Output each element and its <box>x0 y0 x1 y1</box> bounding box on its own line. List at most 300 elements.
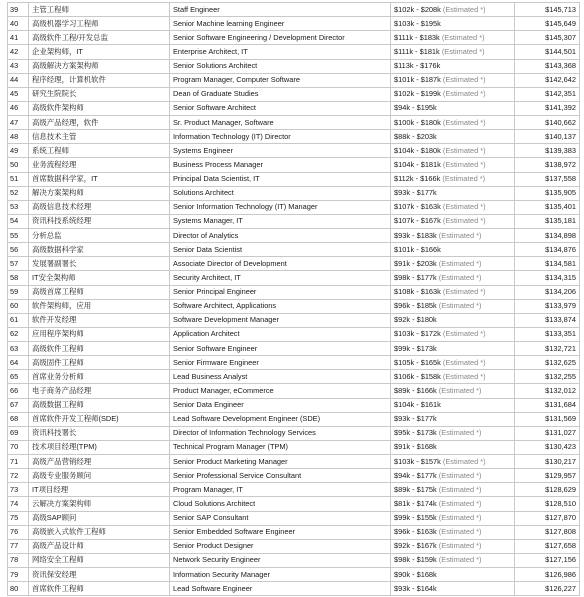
english-title-cell: Dean of Graduate Studies <box>170 87 391 101</box>
chinese-title-cell: 软件架构师，应用 <box>29 299 170 313</box>
average-salary-cell: $129,957 <box>515 469 580 483</box>
chinese-title-cell: 业务流程经理 <box>29 158 170 172</box>
table-row <box>8 398 580 412</box>
rank-cell: 48 <box>8 130 29 144</box>
average-salary-cell: $141,392 <box>515 101 580 115</box>
table-row <box>8 299 580 313</box>
estimated-note: (Estimated *) <box>442 145 486 155</box>
salary-range: $103k - $172k <box>394 329 441 339</box>
english-title-cell: Staff Engineer <box>170 3 391 17</box>
salary-range: $111k - $181k <box>394 46 440 56</box>
estimated-note: (Estimated *) <box>441 32 485 42</box>
salary-range: $81k - $174k <box>394 498 437 508</box>
chinese-title-cell: 高级专业服务顾问 <box>29 469 170 483</box>
estimated-note: (Estimated *) <box>442 357 486 367</box>
salary-range: $96k - $163k <box>394 527 437 537</box>
table-row <box>8 45 580 59</box>
rank-cell: 60 <box>8 299 29 313</box>
rank-cell: 49 <box>8 144 29 158</box>
table-row <box>8 370 580 384</box>
chinese-title-cell: 高级软件工程/开发总监 <box>29 31 170 45</box>
english-title-cell: Senior Information Technology (IT) Manager <box>170 200 391 214</box>
rank-cell: 54 <box>8 214 29 228</box>
salary-range-cell <box>391 539 515 553</box>
salary-range: $98k - $159k <box>394 555 437 565</box>
salary-range-cell <box>391 398 515 412</box>
table-row <box>8 200 580 214</box>
english-title-cell: Application Architect <box>170 327 391 341</box>
chinese-title-cell: 程序经理，计算机软件 <box>29 73 170 87</box>
salary-range-cell <box>391 568 515 582</box>
salary-range-cell <box>391 582 515 596</box>
salary-range: $98k - $177k <box>394 272 437 282</box>
salary-range-cell <box>391 426 515 440</box>
chinese-title-cell: 高级机器学习工程师 <box>29 17 170 31</box>
average-salary-cell: $142,351 <box>515 87 580 101</box>
salary-range: $92k - $167k <box>394 541 437 551</box>
average-salary-cell: $132,721 <box>515 342 580 356</box>
salary-range-cell <box>391 200 515 214</box>
rank-cell: 64 <box>8 356 29 370</box>
chinese-title-cell: 高级SAP顾问 <box>29 511 170 525</box>
table-row <box>8 384 580 398</box>
table-row <box>8 116 580 130</box>
average-salary-cell: $127,808 <box>515 525 580 539</box>
table-row <box>8 87 580 101</box>
average-salary-cell: $133,979 <box>515 299 580 313</box>
chinese-title-cell: 高级解决方案架构师 <box>29 59 170 73</box>
english-title-cell: Sr. Product Manager, Software <box>170 116 391 130</box>
rank-cell: 71 <box>8 455 29 469</box>
english-title-cell: Security Architect, IT <box>170 271 391 285</box>
table-row <box>8 553 580 567</box>
rank-cell: 41 <box>8 31 29 45</box>
salary-range-cell <box>391 214 515 228</box>
chinese-title-cell: IT安全架构师 <box>29 271 170 285</box>
table-row <box>8 483 580 497</box>
table-row <box>8 130 580 144</box>
average-salary-cell: $126,227 <box>515 582 580 596</box>
table-row <box>8 229 580 243</box>
salary-range: $94k - $177k <box>394 470 437 480</box>
rank-cell: 69 <box>8 426 29 440</box>
rank-cell: 46 <box>8 101 29 115</box>
rank-cell: 63 <box>8 342 29 356</box>
english-title-cell: Senior Product Marketing Manager <box>170 455 391 469</box>
average-salary-cell: $134,898 <box>515 229 580 243</box>
average-salary-cell: $132,625 <box>515 356 580 370</box>
salary-range-cell <box>391 455 515 469</box>
salary-range: $89k - $175k <box>394 484 437 494</box>
salary-range: $104k - $161k <box>394 400 441 410</box>
salary-range-cell <box>391 497 515 511</box>
english-title-cell: Senior Software Engineer <box>170 342 391 356</box>
chinese-title-cell: 高级产品设计师 <box>29 539 170 553</box>
rank-cell: 43 <box>8 59 29 73</box>
table-row <box>8 144 580 158</box>
table-row <box>8 412 580 426</box>
chinese-title-cell: 网络安全工程师 <box>29 553 170 567</box>
salary-range-cell <box>391 186 515 200</box>
estimated-note: (Estimated *) <box>442 287 486 297</box>
english-title-cell: Director of Information Technology Services <box>170 426 391 440</box>
chinese-title-cell: 高级数据工程师 <box>29 398 170 412</box>
salary-range: $94k - $195k <box>394 103 437 113</box>
table-row <box>8 342 580 356</box>
english-title-cell: Program Manager, IT <box>170 483 391 497</box>
rank-cell: 39 <box>8 3 29 17</box>
average-salary-cell: $133,874 <box>515 313 580 327</box>
salary-range: $95k - $173k <box>394 428 437 438</box>
rank-cell: 77 <box>8 539 29 553</box>
salary-range: $100k - $180k <box>394 117 441 127</box>
average-salary-cell: $135,905 <box>515 186 580 200</box>
chinese-title-cell: 高级产品经理，软件 <box>29 116 170 130</box>
english-title-cell: Product Manager, eCommerce <box>170 384 391 398</box>
salary-range: $102k - $208k <box>394 4 441 14</box>
chinese-title-cell: 首席业务分析师 <box>29 370 170 384</box>
rank-cell: 79 <box>8 568 29 582</box>
rank-cell: 67 <box>8 398 29 412</box>
english-title-cell: Senior Machine learning Engineer <box>170 17 391 31</box>
english-title-cell: Systems Engineer <box>170 144 391 158</box>
salary-range: $96k - $185k <box>394 301 437 311</box>
rank-cell: 45 <box>8 87 29 101</box>
estimated-note: (Estimated *) <box>438 541 482 551</box>
salary-range-cell <box>391 483 515 497</box>
average-salary-cell: $127,658 <box>515 539 580 553</box>
average-salary-cell: $137,558 <box>515 172 580 186</box>
average-salary-cell: $130,423 <box>515 440 580 454</box>
salary-table <box>7 2 580 596</box>
chinese-title-cell: 云解决方案架构师 <box>29 497 170 511</box>
salary-range-cell <box>391 87 515 101</box>
table-row <box>8 17 580 31</box>
table-row <box>8 327 580 341</box>
chinese-title-cell: 高级首席工程师 <box>29 285 170 299</box>
average-salary-cell: $134,876 <box>515 243 580 257</box>
rank-cell: 47 <box>8 116 29 130</box>
english-title-cell: Technical Program Manager (TPM) <box>170 440 391 454</box>
estimated-note: (Estimated *) <box>442 329 486 339</box>
rank-cell: 70 <box>8 440 29 454</box>
salary-range: $91k - $203k <box>394 258 437 268</box>
average-salary-cell: $145,649 <box>515 17 580 31</box>
rank-cell: 68 <box>8 412 29 426</box>
rank-cell: 42 <box>8 45 29 59</box>
english-title-cell: Senior Software Architect <box>170 101 391 115</box>
salary-range: $99k - $155k <box>394 513 437 523</box>
english-title-cell: Associate Director of Development <box>170 257 391 271</box>
english-title-cell: Senior Software Engineering / Development Director <box>170 31 391 45</box>
chinese-title-cell: 分析总监 <box>29 229 170 243</box>
english-title-cell: Solutions Architect <box>170 186 391 200</box>
average-salary-cell: $127,156 <box>515 553 580 567</box>
salary-range: $113k - $176k <box>394 61 441 71</box>
salary-range: $93k - $177k <box>394 188 437 198</box>
average-salary-cell: $126,986 <box>515 568 580 582</box>
estimated-note: (Estimated *) <box>438 301 482 311</box>
chinese-title-cell: 首席数据科学家，IT <box>29 172 170 186</box>
chinese-title-cell: 资讯科技系统经理 <box>29 214 170 228</box>
salary-range-cell <box>391 172 515 186</box>
estimated-note: (Estimated *) <box>442 371 486 381</box>
salary-range: $107k - $163k <box>394 202 441 212</box>
average-salary-cell: $140,662 <box>515 116 580 130</box>
chinese-title-cell: 高级数据科学家 <box>29 243 170 257</box>
rank-cell: 66 <box>8 384 29 398</box>
estimated-note: (Estimated *) <box>438 272 482 282</box>
salary-range-cell <box>391 73 515 87</box>
salary-range: $101k - $187k <box>394 75 441 85</box>
average-salary-cell: $140,137 <box>515 130 580 144</box>
salary-range: $104k - $180k <box>394 145 441 155</box>
estimated-note: (Estimated *) <box>442 75 486 85</box>
salary-range-cell <box>391 144 515 158</box>
estimated-note: (Estimated *) <box>442 456 486 466</box>
salary-range: $103k - $157k <box>394 456 441 466</box>
chinese-title-cell: 电子商务产品经理 <box>29 384 170 398</box>
english-title-cell: Senior Solutions Architect <box>170 59 391 73</box>
english-title-cell: Cloud Solutions Architect <box>170 497 391 511</box>
english-title-cell: Senior Product Designer <box>170 539 391 553</box>
english-title-cell: Systems Manager, IT <box>170 214 391 228</box>
table-row <box>8 511 580 525</box>
average-salary-cell: $128,510 <box>515 497 580 511</box>
english-title-cell: Principal Data Scientist, IT <box>170 172 391 186</box>
salary-range-cell <box>391 384 515 398</box>
rank-cell: 72 <box>8 469 29 483</box>
chinese-title-cell: 系统工程师 <box>29 144 170 158</box>
average-salary-cell: $131,684 <box>515 398 580 412</box>
english-title-cell: Lead Software Development Engineer (SDE) <box>170 412 391 426</box>
estimated-note: (Estimated *) <box>438 484 482 494</box>
salary-range-cell <box>391 229 515 243</box>
salary-range: $111k - $183k <box>394 32 440 42</box>
salary-range-cell <box>391 130 515 144</box>
salary-range-cell <box>391 356 515 370</box>
estimated-note: (Estimated *) <box>438 527 482 537</box>
average-salary-cell: $145,713 <box>515 3 580 17</box>
salary-range: $103k - $195k <box>394 18 441 28</box>
rank-cell: 61 <box>8 313 29 327</box>
table-row <box>8 101 580 115</box>
salary-range-cell <box>391 440 515 454</box>
chinese-title-cell: 应用程序架构师 <box>29 327 170 341</box>
salary-range: $99k - $173k <box>394 343 437 353</box>
average-salary-cell: $133,351 <box>515 327 580 341</box>
english-title-cell: Software Development Manager <box>170 313 391 327</box>
salary-range: $102k - $199k <box>394 89 441 99</box>
table-row <box>8 568 580 582</box>
estimated-note: (Estimated *) <box>438 428 482 438</box>
chinese-title-cell: 资讯保安经理 <box>29 568 170 582</box>
average-salary-cell: $130,217 <box>515 455 580 469</box>
table-row <box>8 59 580 73</box>
rank-cell: 75 <box>8 511 29 525</box>
table-row <box>8 426 580 440</box>
salary-range-cell <box>391 31 515 45</box>
estimated-note: (Estimated *) <box>442 174 486 184</box>
table-row <box>8 539 580 553</box>
salary-range: $106k - $158k <box>394 371 441 381</box>
salary-range-cell <box>391 59 515 73</box>
chinese-title-cell: 研究生院院长 <box>29 87 170 101</box>
table-row <box>8 31 580 45</box>
table-row <box>8 497 580 511</box>
rank-cell: 74 <box>8 497 29 511</box>
average-salary-cell: $131,027 <box>515 426 580 440</box>
estimated-note: (Estimated *) <box>438 230 482 240</box>
chinese-title-cell: IT项目经理 <box>29 483 170 497</box>
chinese-title-cell: 首席软件工程师 <box>29 582 170 596</box>
english-title-cell: Business Process Manager <box>170 158 391 172</box>
rank-cell: 51 <box>8 172 29 186</box>
english-title-cell: Software Architect, Applications <box>170 299 391 313</box>
average-salary-cell: $135,181 <box>515 214 580 228</box>
english-title-cell: Information Security Manager <box>170 568 391 582</box>
english-title-cell: Senior Firmware Engineer <box>170 356 391 370</box>
english-title-cell: Enterprise Architect, IT <box>170 45 391 59</box>
rank-cell: 55 <box>8 229 29 243</box>
salary-range-cell <box>391 525 515 539</box>
average-salary-cell: $145,307 <box>515 31 580 45</box>
english-title-cell: Senior Embedded Software Engineer <box>170 525 391 539</box>
table-row <box>8 73 580 87</box>
salary-range-cell <box>391 285 515 299</box>
average-salary-cell: $143,368 <box>515 59 580 73</box>
table-row <box>8 582 580 596</box>
rank-cell: 62 <box>8 327 29 341</box>
chinese-title-cell: 高级嵌入式软件工程师 <box>29 525 170 539</box>
english-title-cell: Senior Data Engineer <box>170 398 391 412</box>
salary-range: $89k - $166k <box>394 385 437 395</box>
estimated-note: (Estimated *) <box>438 470 482 480</box>
english-title-cell: Lead Software Engineer <box>170 582 391 596</box>
salary-range: $101k - $166k <box>394 244 441 254</box>
english-title-cell: Senior Professional Service Consultant <box>170 469 391 483</box>
table-row <box>8 469 580 483</box>
salary-range-cell <box>391 511 515 525</box>
chinese-title-cell: 企业架构师，IT <box>29 45 170 59</box>
chinese-title-cell: 高级软件工程师 <box>29 342 170 356</box>
salary-range: $91k - $168k <box>394 442 437 452</box>
salary-range-cell <box>391 17 515 31</box>
english-title-cell: Lead Business Analyst <box>170 370 391 384</box>
salary-range: $88k - $203k <box>394 131 437 141</box>
salary-table-container <box>7 2 579 596</box>
english-title-cell: Information Technology (IT) Director <box>170 130 391 144</box>
rank-cell: 56 <box>8 243 29 257</box>
english-title-cell: Program Manager, Computer Software <box>170 73 391 87</box>
average-salary-cell: $127,870 <box>515 511 580 525</box>
table-row <box>8 356 580 370</box>
estimated-note: (Estimated *) <box>442 89 486 99</box>
salary-range-cell <box>391 299 515 313</box>
estimated-note: (Estimated *) <box>438 513 482 523</box>
english-title-cell: Director of Analytics <box>170 229 391 243</box>
salary-range: $105k - $165k <box>394 357 441 367</box>
salary-range-cell <box>391 313 515 327</box>
table-row <box>8 440 580 454</box>
salary-range: $93k - $183k <box>394 230 437 240</box>
table-row <box>8 313 580 327</box>
rank-cell: 52 <box>8 186 29 200</box>
chinese-title-cell: 信息技术主管 <box>29 130 170 144</box>
salary-range-cell <box>391 101 515 115</box>
english-title-cell: Senior Data Scientist <box>170 243 391 257</box>
salary-range: $104k - $181k <box>394 159 441 169</box>
estimated-note: (Estimated *) <box>438 258 482 268</box>
table-row <box>8 525 580 539</box>
rank-cell: 76 <box>8 525 29 539</box>
rank-cell: 73 <box>8 483 29 497</box>
average-salary-cell: $132,012 <box>515 384 580 398</box>
salary-range-cell <box>391 469 515 483</box>
salary-range-cell <box>391 370 515 384</box>
estimated-note: (Estimated *) <box>442 4 486 14</box>
average-salary-cell: $134,315 <box>515 271 580 285</box>
salary-range-cell <box>391 412 515 426</box>
chinese-title-cell: 主管工程师 <box>29 3 170 17</box>
average-salary-cell: $144,501 <box>515 45 580 59</box>
rank-cell: 40 <box>8 17 29 31</box>
average-salary-cell: $128,629 <box>515 483 580 497</box>
salary-range: $93k - $177k <box>394 414 437 424</box>
chinese-title-cell: 高级固件工程师 <box>29 356 170 370</box>
table-row <box>8 186 580 200</box>
rank-cell: 50 <box>8 158 29 172</box>
salary-range-cell <box>391 158 515 172</box>
table-row <box>8 455 580 469</box>
english-title-cell: Senior SAP Consultant <box>170 511 391 525</box>
estimated-note: (Estimated *) <box>442 117 486 127</box>
rank-cell: 78 <box>8 553 29 567</box>
table-row <box>8 3 580 17</box>
chinese-title-cell: 高级软件架构师 <box>29 101 170 115</box>
english-title-cell: Senior Principal Engineer <box>170 285 391 299</box>
table-row <box>8 257 580 271</box>
table-row <box>8 158 580 172</box>
salary-range-cell <box>391 257 515 271</box>
salary-range-cell <box>391 45 515 59</box>
estimated-note: (Estimated *) <box>441 46 485 56</box>
salary-range-cell <box>391 3 515 17</box>
chinese-title-cell: 技术项目经理(TPM) <box>29 440 170 454</box>
salary-range-cell <box>391 243 515 257</box>
table-row <box>8 271 580 285</box>
rank-cell: 44 <box>8 73 29 87</box>
salary-range-cell <box>391 553 515 567</box>
salary-range: $92k - $180k <box>394 315 437 325</box>
salary-range: $112k - $166k <box>394 174 441 184</box>
salary-range: $108k - $163k <box>394 287 441 297</box>
english-title-cell: Network Security Engineer <box>170 553 391 567</box>
rank-cell: 53 <box>8 200 29 214</box>
rank-cell: 58 <box>8 271 29 285</box>
average-salary-cell: $131,569 <box>515 412 580 426</box>
estimated-note: (Estimated *) <box>438 555 482 565</box>
chinese-title-cell: 软件开发经理 <box>29 313 170 327</box>
salary-range: $107k - $167k <box>394 216 441 226</box>
average-salary-cell: $135,401 <box>515 200 580 214</box>
salary-range: $93k - $164k <box>394 583 437 593</box>
estimated-note: (Estimated *) <box>442 159 486 169</box>
salary-range-cell <box>391 342 515 356</box>
average-salary-cell: $134,581 <box>515 257 580 271</box>
rank-cell: 59 <box>8 285 29 299</box>
chinese-title-cell: 发展署副署长 <box>29 257 170 271</box>
